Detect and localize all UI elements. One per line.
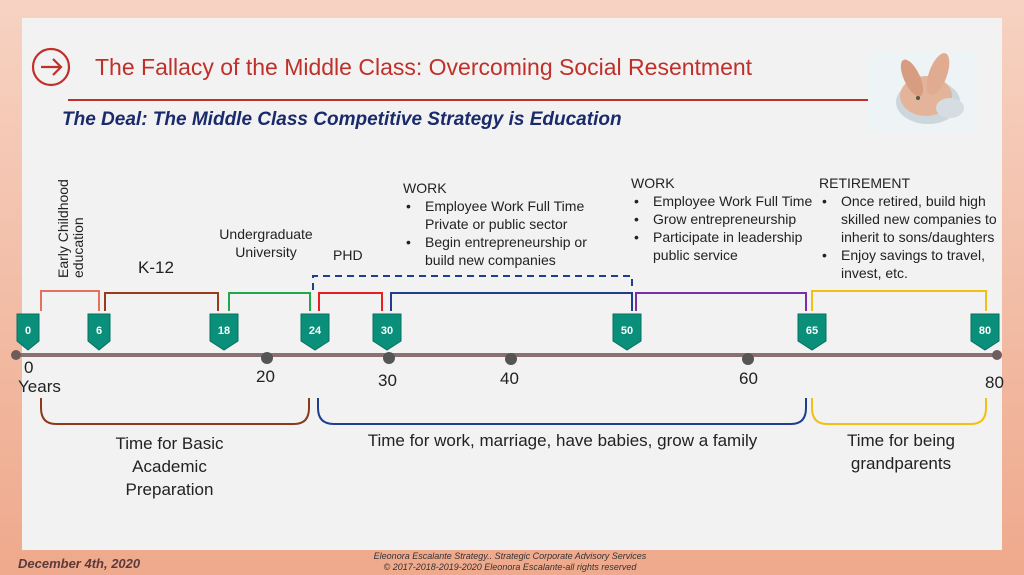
- axis-dot: [261, 352, 273, 364]
- milestone-label: 65: [805, 325, 819, 337]
- bracket-work1: [391, 293, 632, 311]
- bracket-basic: [41, 398, 309, 424]
- axis-dot: [992, 350, 1002, 360]
- axis-dot: [505, 353, 517, 365]
- axis-tick: 80: [985, 373, 1004, 392]
- page-title: The Fallacy of the Middle Class: Overcoming Social Resentment: [95, 54, 753, 80]
- axis-tick: 0: [24, 358, 34, 377]
- bracket-work2: [636, 293, 806, 311]
- milestone-label: 50: [620, 325, 634, 337]
- axis-tick: 20: [256, 367, 275, 386]
- bracket-work-period: [318, 398, 806, 424]
- work2-heading: WORK: [631, 175, 675, 191]
- axis-tick: 60: [739, 369, 758, 388]
- page-subtitle: The Deal: The Middle Class Competitive Strategy is Education: [62, 109, 622, 130]
- milestone-label: 80: [978, 325, 992, 337]
- early-childhood-label: Early Childhood education: [55, 179, 86, 278]
- bracket-undergrad: [229, 293, 310, 311]
- work2-item: • Grow entrepreneurship: [631, 210, 821, 228]
- work1-item: • Employee Work Full Time Private or public sector: [403, 197, 613, 233]
- axis-tick: 40: [500, 369, 519, 388]
- bracket-early-childhood: [41, 291, 99, 311]
- axis-dot: [11, 350, 21, 360]
- axis-unit: Years: [18, 377, 61, 396]
- axis-dot: [742, 353, 754, 365]
- retirement-item: • Enjoy savings to travel, invest, etc.: [819, 246, 1015, 282]
- bracket-phd: [319, 293, 382, 311]
- milestone-label: 0: [24, 325, 32, 337]
- phd-label: PHD: [333, 247, 363, 263]
- period-grandparents-label: Time for being grandparents: [846, 431, 956, 473]
- work1-item: • Begin entrepreneurship or build new companies: [403, 233, 613, 269]
- retirement-item: • Once retired, build high skilled new companies to inherit to sons/daughters: [819, 192, 1015, 246]
- work2-item: • Employee Work Full Time: [631, 192, 821, 210]
- work2-item: • Participate in leadership public service: [631, 228, 821, 264]
- milestone-label: 6: [95, 325, 103, 337]
- milestone-label: 18: [217, 325, 231, 337]
- footer-date: December 4th, 2020: [18, 556, 141, 571]
- footer-copyright-line: © 2017-2018-2019-2020 Eleonora Escalante-all rights reserved: [383, 562, 637, 572]
- bracket-retirement: [812, 291, 986, 311]
- milestone-markers: [17, 314, 999, 350]
- axis-tick: 30: [378, 371, 397, 390]
- undergrad-label: Undergraduate University: [219, 226, 313, 260]
- bracket-k12: [105, 293, 218, 311]
- bracket-grandparents: [812, 398, 986, 424]
- work1-heading: WORK: [403, 180, 447, 196]
- period-basic-label: Time for Basic Academic Preparation: [115, 434, 224, 499]
- period-work-label: Time for work, marriage, have babies, grow a family: [367, 431, 758, 450]
- axis-dot: [383, 352, 395, 364]
- bracket-work-dashed: [313, 276, 632, 290]
- footer-credit: [345, 551, 675, 573]
- k12-label: K-12: [138, 258, 174, 277]
- retirement-heading: RETIREMENT: [819, 175, 910, 191]
- milestone-label: 24: [308, 325, 322, 337]
- milestone-label: 30: [380, 325, 394, 337]
- footer-credit-line: Eleonora Escalante Strategy.. Strategic Corporate Advisory Services: [373, 551, 647, 561]
